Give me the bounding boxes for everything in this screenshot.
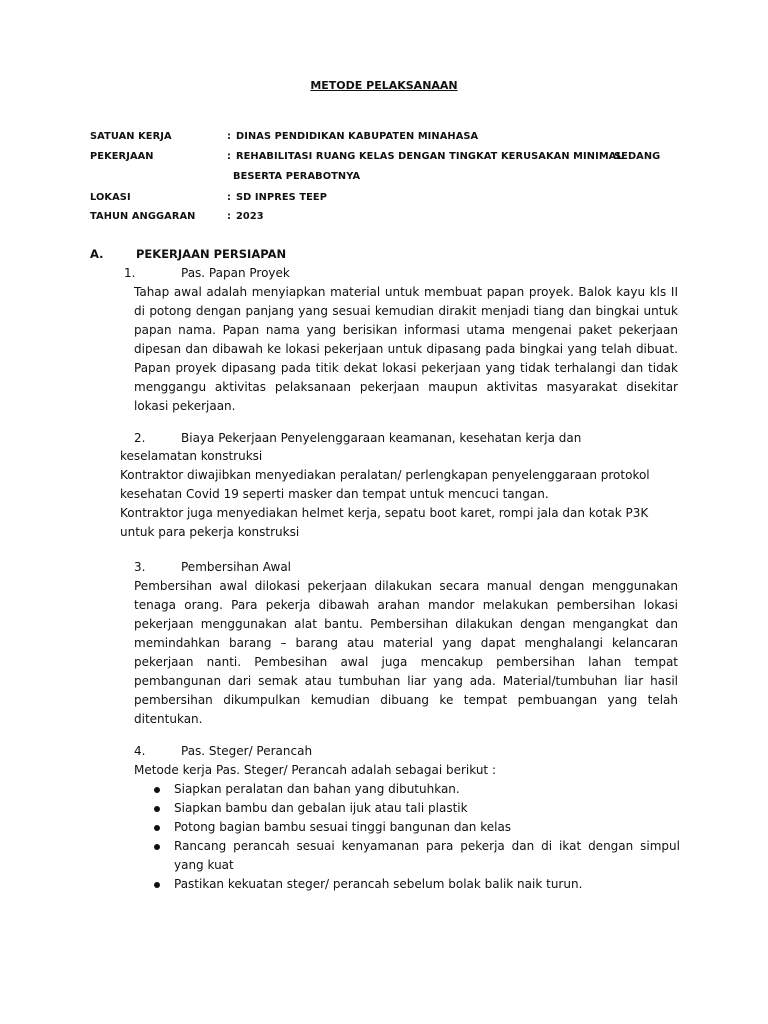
item-number: 2. [134,431,146,445]
section-letter: A. [90,247,104,261]
info-colon: : [227,131,232,142]
bullet-icon [154,882,160,888]
item-title: Biaya Pekerjaan Penyelenggaraan keamanan, kesehatan kerja dan [181,431,582,445]
list-item [134,780,680,799]
bullet-list [134,780,680,894]
list-item-text: Potong bagian bambu sesuai tinggi bangunan dan kelas [174,820,512,834]
info-colon: : [227,192,232,203]
item-paragraph: Tahap awal adalah menyiapkan material untuk membuat papan proyek. Balok kayu kls II di potong dengan panjang yang sesuai kemudian dirakit menjadi tiang dan bingkai untuk papan nama. Papan nama yang berisikan informasi utama mengenai paket pekerjaan dipesan dan dibawah ke lokasi pekerjaan untuk dipasang pada bingkai yang telah dibuat. Papan proyek dipasang pada titik dekat lokasi pekerjaan yang tidak terhalangi dan tidak menggangu aktivitas pelaksanaan pekerjaan maupun aktivitas masyarakat disekitar lokasi pekerjaan. [134,285,678,413]
item-number: 4. [134,744,146,758]
list-item [134,799,680,818]
bullet-icon [154,844,160,850]
item-number: 3. [134,560,146,574]
document-title: METODE PELAKSANAAN [310,79,458,92]
list-item-text: Pastikan kekuatan steger/ perancah sebelum bolak balik naik turun. [174,877,583,891]
info-value: 2023 [236,211,264,222]
info-colon: : [227,211,232,222]
info-label: LOKASI [90,192,131,203]
item-number: 1. [124,266,136,280]
item-title-line2: keselamatan konstruksi [120,449,263,463]
info-value: DINAS PENDIDIKAN KABUPATEN MINAHASA [236,131,479,142]
bullet-icon [154,787,160,793]
list-item-text: Rancang perancah sesuai kenyamanan para pekerja dan di ikat dengan simpul yang kuat [174,839,680,872]
bullet-icon [154,825,160,831]
info-value-extra: SEDANG [614,151,661,162]
item-paragraph: Kontraktor diwajibkan menyediakan peralatan/ perlengkapan penyelenggaraan protokol kesehatan Covid 19 seperti masker dan tempat untuk mencuci tangan. [120,468,650,501]
info-value-line2: BESERTA PERABOTNYA [233,171,361,182]
item-intro: Metode kerja Pas. Steger/ Perancah adalah sebagai berikut : [134,763,496,777]
item-paragraph: Kontraktor juga menyediakan helmet kerja, sepatu boot karet, rompi jala dan kotak P3K untuk para pekerja konstruksi [120,506,649,539]
info-colon: : [227,151,232,162]
section-title: PEKERJAAN PERSIAPAN [136,247,287,261]
info-label: SATUAN KERJA [90,131,172,142]
list-item [134,875,680,894]
list-item-text: Siapkan bambu dan gebalan ijuk atau tali plastik [174,801,468,815]
bullet-icon [154,806,160,812]
list-item [134,818,680,837]
item-title: Pembersihan Awal [181,560,292,574]
list-item [134,837,680,875]
item-title: Pas. Papan Proyek [181,266,290,280]
info-value: SD INPRES TEEP [236,192,327,203]
info-label: PEKERJAAN [90,151,154,162]
info-label: TAHUN ANGGARAN [90,211,196,222]
list-item-text: Siapkan peralatan dan bahan yang dibutuhkan. [174,782,460,796]
item-paragraph: Pembersihan awal dilokasi pekerjaan dilakukan secara manual dengan menggunakan tenaga orang. Para pekerja dibawah arahan mandor melakukan pembersihan lokasi pekerjaan menggunakan alat bantu. Pembersihan dilakukan dengan mengangkat dan memindahkan barang – barang atau material yang dapat menghalangi kelancaran pekerjaan nanti. Pembesihan awal juga mencakup pembersihan lahan tempat pembangunan dari semak atau tumbuhan liar yang ada. Material/tumbuhan liar hasil pembersihan dikumpulkan kemudian dibuang ke tempat pembuangan yang telah ditentukan. [134,579,678,726]
info-value: REHABILITASI RUANG KELAS DENGAN TINGKAT KERUSAKAN MINIMAL [236,151,623,162]
item-title: Pas. Steger/ Perancah [181,744,313,758]
